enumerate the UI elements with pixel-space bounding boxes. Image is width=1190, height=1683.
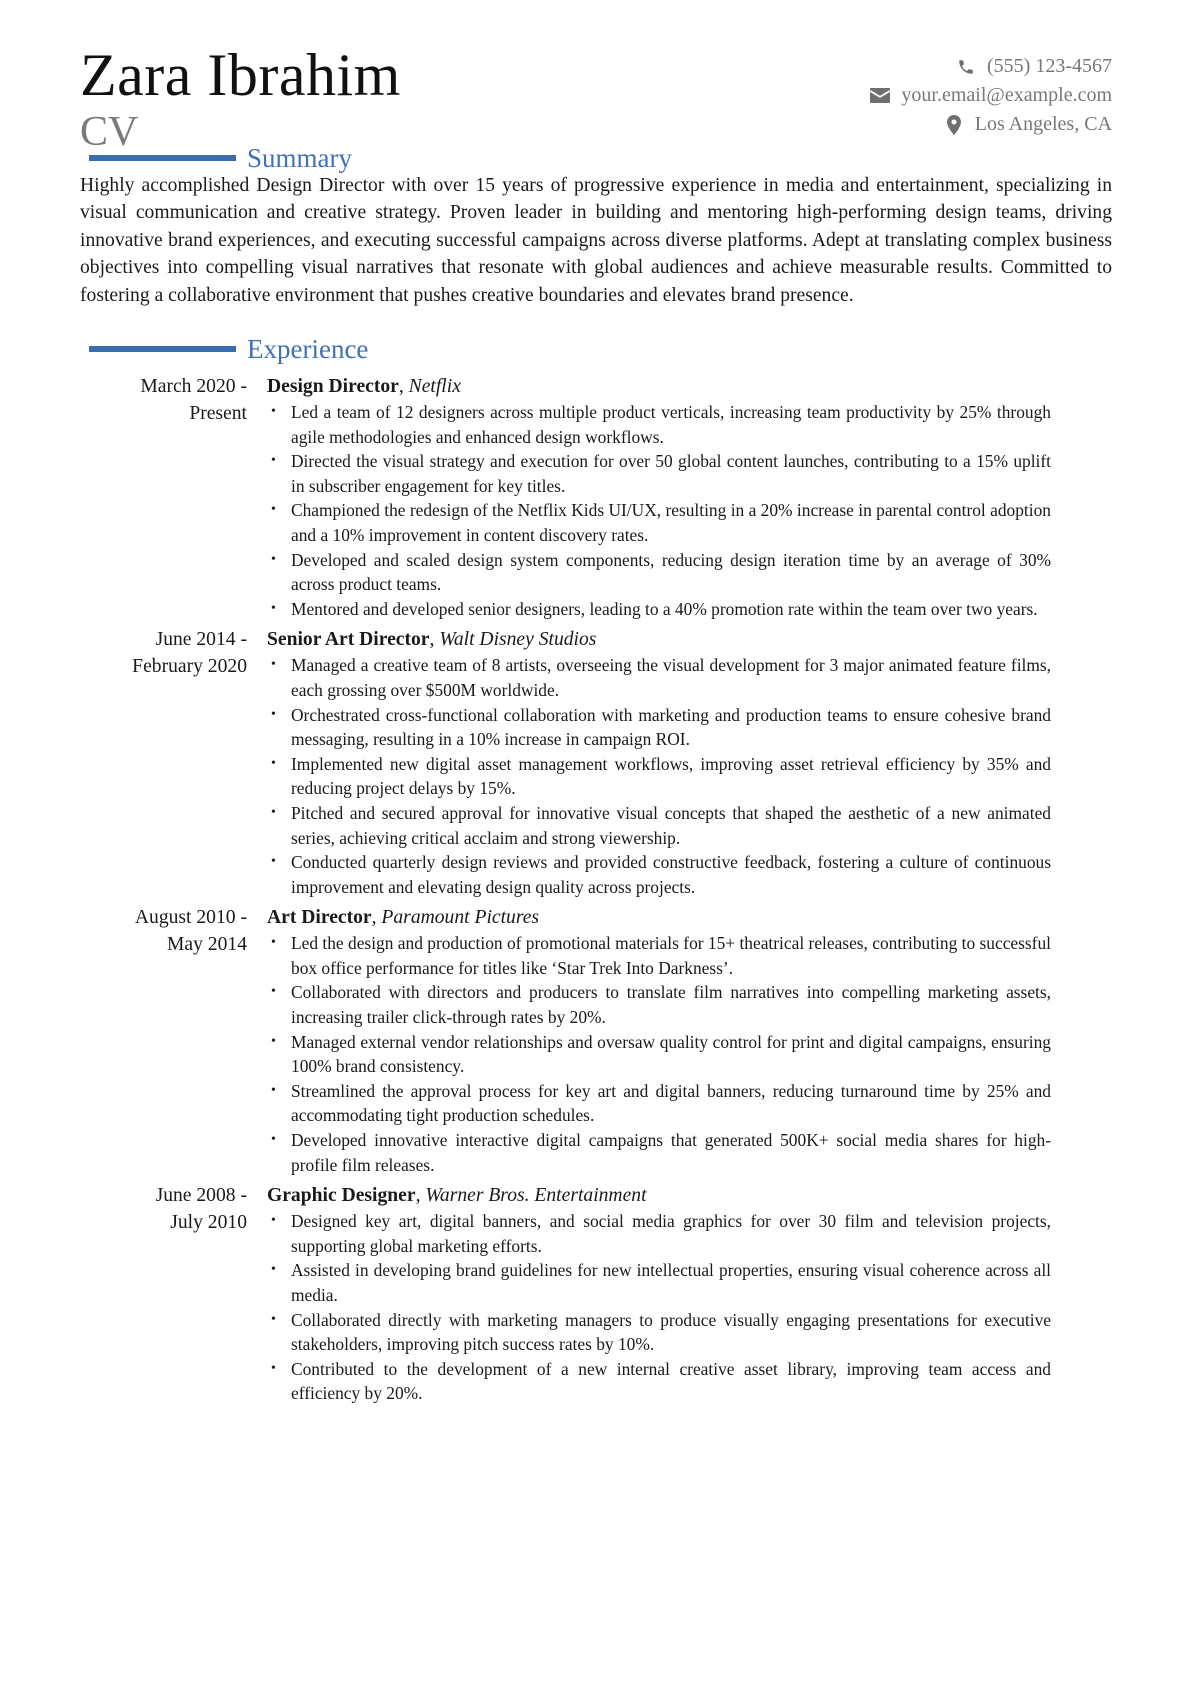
- job-dates: [80, 904, 267, 1177]
- job-role: Art Director: [267, 907, 372, 929]
- bullet-icon: •: [271, 1082, 276, 1098]
- bullet-item: • Led a team of 12 designers across multiple product verticals, increasing team productivity by 25% through agile methodologies and enhanced design workflows.: [271, 402, 1051, 447]
- experience-section-heading: [89, 334, 368, 364]
- document-subtitle: CV: [80, 109, 139, 155]
- candidate-name: Zara Ibrahim: [80, 42, 401, 108]
- bullet-item: • Collaborated directly with marketing managers to produce visually engaging presentations for executive stakeholders, improving pitch success rates by 10%.: [271, 1309, 1051, 1355]
- summary-section-heading: [89, 143, 352, 173]
- job-company: Paramount Pictures: [381, 907, 540, 929]
- bullet-icon: •: [271, 804, 276, 820]
- bullet-icon: •: [271, 1311, 276, 1327]
- bullet-icon: •: [271, 1360, 276, 1376]
- job-heading: Senior Art Director, Walt Disney Studios: [267, 629, 597, 651]
- bullet-item: • Collaborated with directors and producers to translate film narratives into compelling marketing assets, increasing trailer click-through rates by 20%.: [271, 982, 1051, 1028]
- bullet-icon: •: [271, 502, 276, 518]
- bullet-icon: •: [271, 1033, 276, 1049]
- bullet-icon: •: [271, 1213, 276, 1229]
- bullet-icon: •: [271, 600, 276, 616]
- contact-location: [869, 110, 1112, 139]
- bullet-item: • Managed external vendor relationships and oversaw quality control for print and digital campaigns, ensuring 100% brand consistency.: [271, 1031, 1051, 1077]
- bullet-icon: •: [271, 984, 276, 1000]
- bullet-icon: •: [271, 404, 276, 419]
- job-end-date: February 2020: [132, 656, 247, 678]
- bullet-item: • Conducted quarterly design reviews and provided constructive feedback, fostering a culture of continuous improvement and elevating design quality across projects.: [271, 852, 1051, 897]
- job-start-date: August 2010 -: [134, 907, 247, 929]
- section-title: Experience: [247, 334, 369, 364]
- contact-phone: [869, 52, 1112, 81]
- bullet-icon: •: [271, 935, 276, 951]
- bullet-item: • Streamlined the approval process for key art and digital banners, reducing turnaround time by 25% and accommodating tight production schedules.: [271, 1080, 1051, 1126]
- job-end-date: July 2010: [170, 1212, 247, 1234]
- location: Los Angeles, CA: [974, 113, 1112, 135]
- job-bullets: [267, 931, 1120, 1177]
- job-entry: [80, 373, 1120, 621]
- bullet-item: • Assisted in developing brand guidelines for new intellectual properties, ensuring visual coherence across all media.: [271, 1260, 1051, 1305]
- phone-icon: [955, 57, 977, 77]
- bullet-item: • Designed key art, digital banners, and social media graphics for over 30 film and television projects, supporting global marketing efforts.: [271, 1211, 1051, 1256]
- bullet-item: • Led the design and production of promotional materials for 15+ theatrical releases, contributing to successful box office performance for titles like ‘Star Trek Into Darkness’.: [271, 933, 1051, 978]
- job-bullets: [267, 653, 1120, 899]
- summary-text: Highly accomplished Design Director with over 15 years of progressive experience in media and entertainment, specializing in visual communication and creative strategy. Proven leader in building and mentoring high-performing design teams, driving innovative brand experiences, and executing successful campaigns across diverse platforms. Adept at translating complex business objectives into compelling visual narratives that resonate with global audiences and achieve measurable results. Committed to fostering a collaborative environment that pushes creative boundaries and elevates brand presence.: [80, 175, 1112, 306]
- job-bullets: [267, 400, 1120, 621]
- job-role: Senior Art Director: [267, 629, 430, 651]
- bullet-item: • Developed innovative interactive digital campaigns that generated 500K+ social media shares for high-profile film releases.: [271, 1130, 1051, 1175]
- phone-number[interactable]: (555) 123-4567: [987, 55, 1112, 77]
- section-rule: [89, 155, 236, 161]
- contact-email: [869, 81, 1112, 110]
- bullet-item: • Orchestrated cross-functional collaboration with marketing and production teams to ensure cohesive brand messaging, resulting in a 10% increase in campaign ROI.: [271, 704, 1051, 750]
- section-rule: [89, 346, 236, 352]
- job-bullets: [267, 1209, 1120, 1406]
- bullet-icon: •: [271, 854, 276, 870]
- bullet-item: • Contributed to the development of a new internal creative asset library, improving team access and efficiency by 20%.: [271, 1358, 1051, 1404]
- job-entry: [80, 1182, 1120, 1406]
- bullet-item: • Managed a creative team of 8 artists, overseeing the visual development for 3 major animated feature films, each grossing over $500M worldwide.: [271, 655, 1051, 700]
- job-company: Walt Disney Studios: [439, 629, 597, 651]
- section-title: Summary: [247, 143, 352, 173]
- bullet-icon: •: [271, 657, 276, 673]
- job-role: Design Director: [267, 376, 399, 397]
- job-dates: [80, 626, 267, 899]
- experience-list: [80, 373, 1120, 1411]
- job-company: Warner Bros. Entertainment: [425, 1185, 647, 1207]
- bullet-item: • Pitched and secured approval for innovative visual concepts that shaped the aesthetic of a new animated series, achieving critical acclaim and strong viewership.: [271, 802, 1051, 848]
- job-start-date: June 2008 -: [155, 1185, 247, 1207]
- job-start-date: June 2014 -: [155, 629, 247, 651]
- job-end-date: May 2014: [166, 934, 247, 956]
- job-dates: [80, 1182, 267, 1406]
- envelope-icon: [869, 86, 891, 106]
- bullet-icon: •: [271, 1132, 276, 1148]
- bullet-item: • Implemented new digital asset management workflows, improving asset retrieval efficiency by 35% and reducing project delays by 15%.: [271, 753, 1051, 799]
- job-heading: Art Director, Paramount Pictures: [267, 907, 540, 929]
- map-pin-icon: [943, 115, 965, 135]
- job-entry: [80, 904, 1120, 1177]
- job-dates: [80, 373, 267, 621]
- bullet-icon: •: [271, 706, 276, 722]
- job-heading: Graphic Designer, Warner Bros. Entertainment: [267, 1185, 647, 1207]
- bullet-icon: •: [271, 551, 276, 567]
- job-start-date: March 2020 -: [140, 376, 247, 397]
- bullet-item: • Mentored and developed senior designers, leading to a 40% promotion rate within the team over two years.: [267, 597, 1051, 622]
- job-heading: Design Director, Netflix: [267, 376, 461, 397]
- bullet-icon: •: [271, 453, 276, 469]
- bullet-item: • Directed the visual strategy and execution for over 50 global content launches, contributing to a 15% uplift in subscriber engagement for key titles.: [271, 451, 1051, 496]
- job-end-date: Present: [189, 403, 247, 424]
- job-entry: [80, 626, 1120, 899]
- job-role: Graphic Designer: [267, 1185, 416, 1207]
- bullet-item: • Developed and scaled design system components, reducing design iteration time by an average of 30% across product teams.: [271, 549, 1051, 595]
- email-address[interactable]: your.email@example.com: [901, 84, 1112, 106]
- contact-info: [869, 52, 1112, 139]
- bullet-item: • Championed the redesign of the Netflix Kids UI/UX, resulting in a 20% increase in parental control adoption and a 10% improvement in content discovery rates.: [271, 500, 1051, 545]
- bullet-icon: •: [271, 755, 276, 771]
- bullet-icon: •: [271, 1262, 276, 1278]
- job-company: Netflix: [408, 376, 461, 397]
